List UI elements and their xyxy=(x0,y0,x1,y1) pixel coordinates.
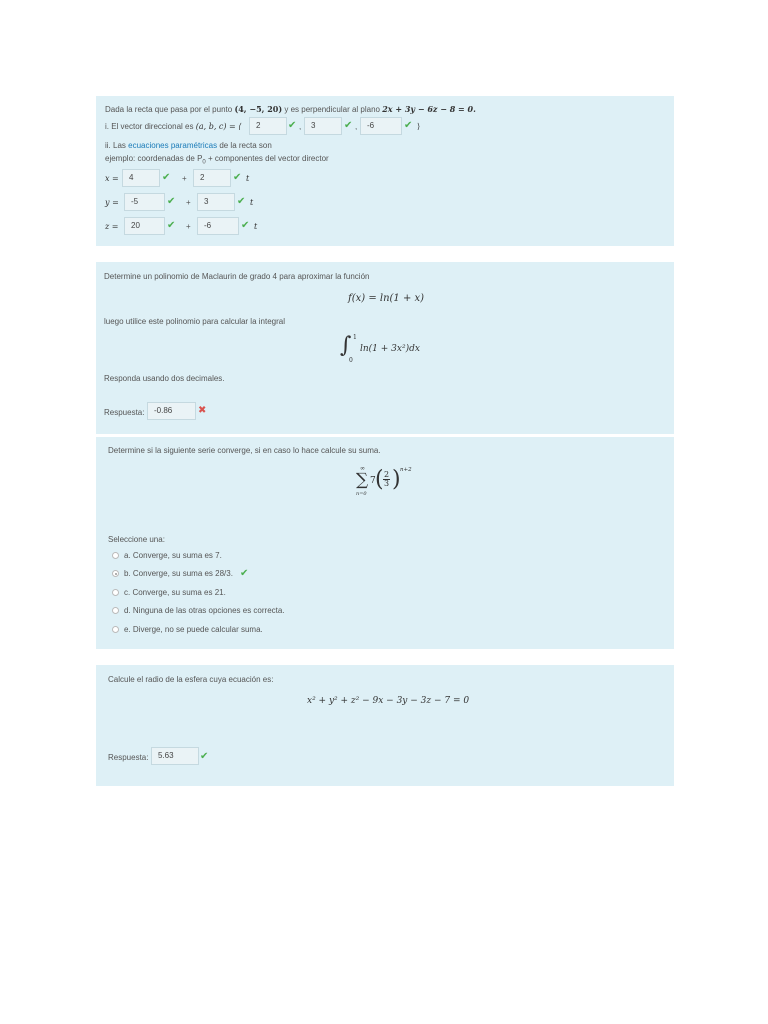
integrand: ln(1 + 3x²)dx xyxy=(360,344,420,354)
plus-sign: + xyxy=(186,198,191,207)
q1-part-ii-label: ii. Las ecuaciones paramétricas de la recta son xyxy=(105,141,272,150)
y-point-input[interactable]: -5 xyxy=(124,193,165,211)
integral-lower: 0 xyxy=(349,357,353,364)
series-exponent: n+2 xyxy=(400,467,412,473)
sum-upper: ∞ xyxy=(360,465,365,472)
option-d-radio[interactable] xyxy=(112,607,119,614)
z-point-input[interactable]: 20 xyxy=(124,217,165,235)
series-coef: 7 xyxy=(370,476,376,486)
option-c-radio[interactable] xyxy=(112,589,119,596)
t-param: t xyxy=(254,222,258,231)
x-point-input[interactable]: 4 xyxy=(122,169,160,187)
frac-numerator: 2 xyxy=(384,470,390,479)
q3-prompt: Determine si la siguiente serie converge, si en caso lo hace calcule su suma. xyxy=(108,446,381,455)
q1-part-i-label: i. El vector direccional es (a, b, c) = ⟨ xyxy=(105,122,242,131)
check-icon: ✔ xyxy=(233,172,242,183)
vector-c-input[interactable]: -6 xyxy=(360,117,402,135)
comma-separator: , xyxy=(355,122,358,131)
check-icon: ✔ xyxy=(240,568,249,579)
q1-example: ejemplo: coordenadas de $P_0$ + componentes del vector director xyxy=(105,154,329,166)
frac-denominator: 3 xyxy=(384,479,390,488)
vector-b-input[interactable]: 3 xyxy=(304,117,342,135)
series-fraction xyxy=(383,471,390,488)
sum-sign: ∑ xyxy=(356,470,369,490)
check-icon: ✔ xyxy=(237,196,246,207)
q3-series xyxy=(354,465,434,503)
option-e-label[interactable]: e. Diverge, no se puede calcular suma. xyxy=(124,625,263,634)
vector-close: ⟩ xyxy=(417,122,421,131)
q2-answer-label: Respuesta: xyxy=(104,408,145,417)
option-b-radio[interactable] xyxy=(112,570,119,577)
option-a-radio[interactable] xyxy=(112,552,119,559)
z-direction-input[interactable]: -6 xyxy=(197,217,239,235)
q4-answer-label: Respuesta: xyxy=(108,753,149,762)
q4-prompt: Calcule el radio de la esfera cuya ecuación es: xyxy=(108,675,274,684)
sum-lower: n=0 xyxy=(356,491,367,497)
integral-upper: 1 xyxy=(353,334,357,341)
cross-icon: ✖ xyxy=(198,405,207,416)
check-icon: ✔ xyxy=(167,220,176,231)
vector-a-input[interactable]: 2 xyxy=(249,117,287,135)
parametric-equations-link[interactable]: ecuaciones paramétricas xyxy=(128,141,218,150)
question-card-3 xyxy=(96,437,674,649)
check-icon: ✔ xyxy=(404,120,413,131)
option-c-label[interactable]: c. Converge, su suma es 21. xyxy=(124,588,226,597)
check-icon: ✔ xyxy=(167,196,176,207)
check-icon: ✔ xyxy=(162,172,171,183)
q4-answer-input[interactable]: 5.63 xyxy=(151,747,199,765)
q2-instructions: Responda usando dos decimales. xyxy=(104,374,225,383)
check-icon: ✔ xyxy=(288,120,297,131)
comma-separator: , xyxy=(299,122,302,131)
option-e-radio[interactable] xyxy=(112,626,119,633)
y-direction-input[interactable]: 3 xyxy=(197,193,235,211)
paren-open: ( xyxy=(375,467,384,492)
q2-answer-input[interactable]: -0.86 xyxy=(147,402,196,420)
q2-prompt2: luego utilice este polinomio para calcular la integral xyxy=(104,317,285,326)
t-param: t xyxy=(246,174,250,183)
q2-integral xyxy=(340,334,450,366)
option-d-label[interactable]: d. Ninguna de las otras opciones es correcta. xyxy=(124,606,285,615)
question-card-1 xyxy=(96,96,674,246)
var-y-label: y = xyxy=(105,198,119,207)
question-card-2 xyxy=(96,262,674,434)
t-param: t xyxy=(250,198,254,207)
var-z-label: z = xyxy=(105,222,119,231)
x-direction-input[interactable]: 2 xyxy=(193,169,231,187)
plus-sign: + xyxy=(186,222,191,231)
q1-intro: Dada la recta que pasa por el punto (4, −5, 20) y es perpendicular al plano 2x + 3y − 6z − 8 = 0. xyxy=(105,104,476,114)
q4-equation: x² + y² + z² − 9x − 3y − 3z − 7 = 0 xyxy=(307,696,470,706)
integral-sign: ∫ xyxy=(340,333,352,358)
check-icon: ✔ xyxy=(344,120,353,131)
question-card-4 xyxy=(96,665,674,786)
paren-close: ) xyxy=(392,467,401,492)
q2-prompt: Determine un polinomio de Maclaurin de grado 4 para aproximar la función xyxy=(104,272,370,281)
var-x-label: x = xyxy=(105,174,119,183)
plus-sign: + xyxy=(182,174,187,183)
q3-select-label: Seleccione una: xyxy=(108,535,165,544)
option-b-label[interactable]: b. Converge, su suma es 28/3. xyxy=(124,569,233,578)
q2-function: f(x) = ln(1 + x) xyxy=(348,293,425,304)
check-icon: ✔ xyxy=(241,220,250,231)
check-icon: ✔ xyxy=(200,751,209,762)
option-a-label[interactable]: a. Converge, su suma es 7. xyxy=(124,551,222,560)
